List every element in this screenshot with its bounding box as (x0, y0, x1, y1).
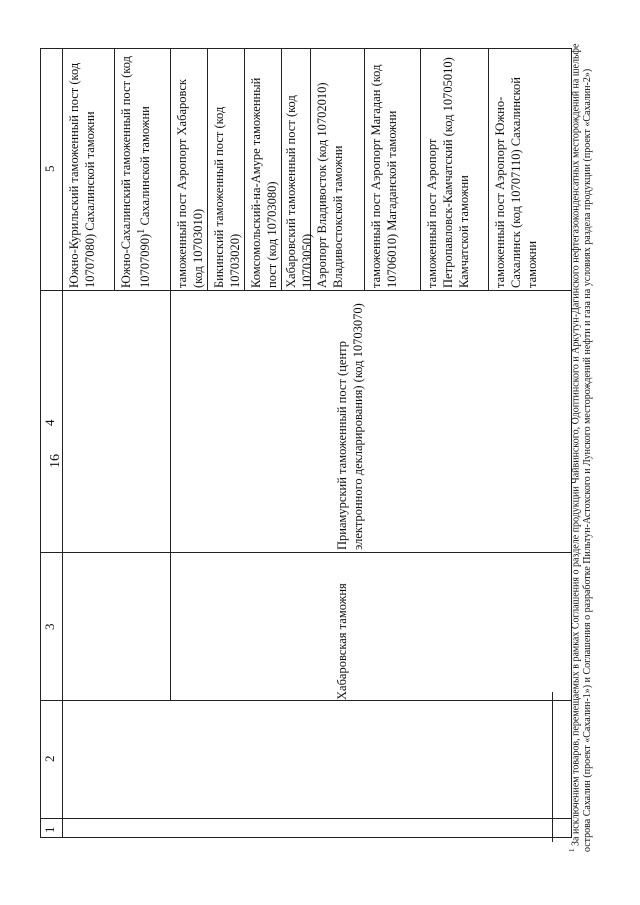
row-text: Южно-Сахалинский таможенный пост (код 10707090) (119, 56, 153, 288)
col-sep-3-4 (40, 552, 572, 553)
col-sep-4-5 (40, 290, 572, 291)
table-row: таможенный пост Аэропорт Петропавловск-Камчатский (код 10705010) Камчатской таможни (425, 57, 471, 288)
col-header-2: 2 (42, 755, 57, 762)
row-text-tail: Сахалинской таможни (138, 106, 153, 229)
header-separator (62, 48, 63, 838)
table-row: Хабаровский таможенный пост (код 10703050) (284, 95, 314, 288)
col-sep-1-2 (40, 818, 572, 819)
row-sep (114, 48, 115, 290)
customs-post-name: Приамурский таможенный пост (центр электронного декларирования) (код 10703070) (335, 303, 365, 550)
footnote-rule (552, 692, 553, 842)
col-header-3: 3 (42, 623, 57, 630)
row-sep (420, 48, 421, 290)
footnote-ref: 1 (136, 228, 147, 234)
footnote-text: За исключением товаров, перемещаемых в рамках Соглашения о разделе продукции Чайвинского, Одоптинского и Аркутун-Дагинского нефтегазоконденсатных месторождений на шельфе острова Сахалин (проект «Сахалин-1») и Соглашения о разработке Пильтун-Астохского и Лунского месторождений нефти и газа на условиях раздела продукции (проект «Сахалин-2») (570, 43, 594, 852)
row-sep (488, 48, 489, 290)
table-row: таможенный пост Аэропорт Хабаровск (код 10703010) (175, 79, 205, 288)
col-sep-2-3 (40, 700, 572, 701)
row-sep (244, 48, 245, 290)
table-row: таможенный пост Аэропорт Южно-Сахалинск (код 10707110) Сахалинской таможни (493, 77, 539, 288)
col-header-1: 1 (42, 826, 57, 833)
table-row: Аэропорт Владивосток (код 10702010) Владивостокской таможни (315, 82, 345, 288)
col-header-4: 4 (42, 419, 57, 426)
table-row: Бикинский таможенный пост (код 10703020) (212, 106, 242, 288)
table-row (118, 56, 153, 288)
footnote-marker: 1 (568, 848, 576, 852)
row-sep (281, 48, 282, 290)
row-sep (364, 48, 365, 290)
row-sep (170, 48, 171, 290)
customs-office-name: Хабаровская таможня (335, 583, 349, 700)
table-row: Южно-Курильский таможенный пост (код 10707080) Сахалинской таможни (67, 62, 97, 288)
group-separator (170, 290, 171, 700)
page-number: 16 (48, 454, 63, 468)
footnote (566, 12, 594, 852)
col-header-5: 5 (42, 165, 57, 172)
table-row: Комсомольский-на-Амуре таможенный пост (код 10703080) (249, 77, 279, 288)
row-sep (207, 48, 208, 290)
table-row: таможенный пост Аэропорт Магадан (код 10706010) Магаданской таможни (369, 64, 399, 288)
